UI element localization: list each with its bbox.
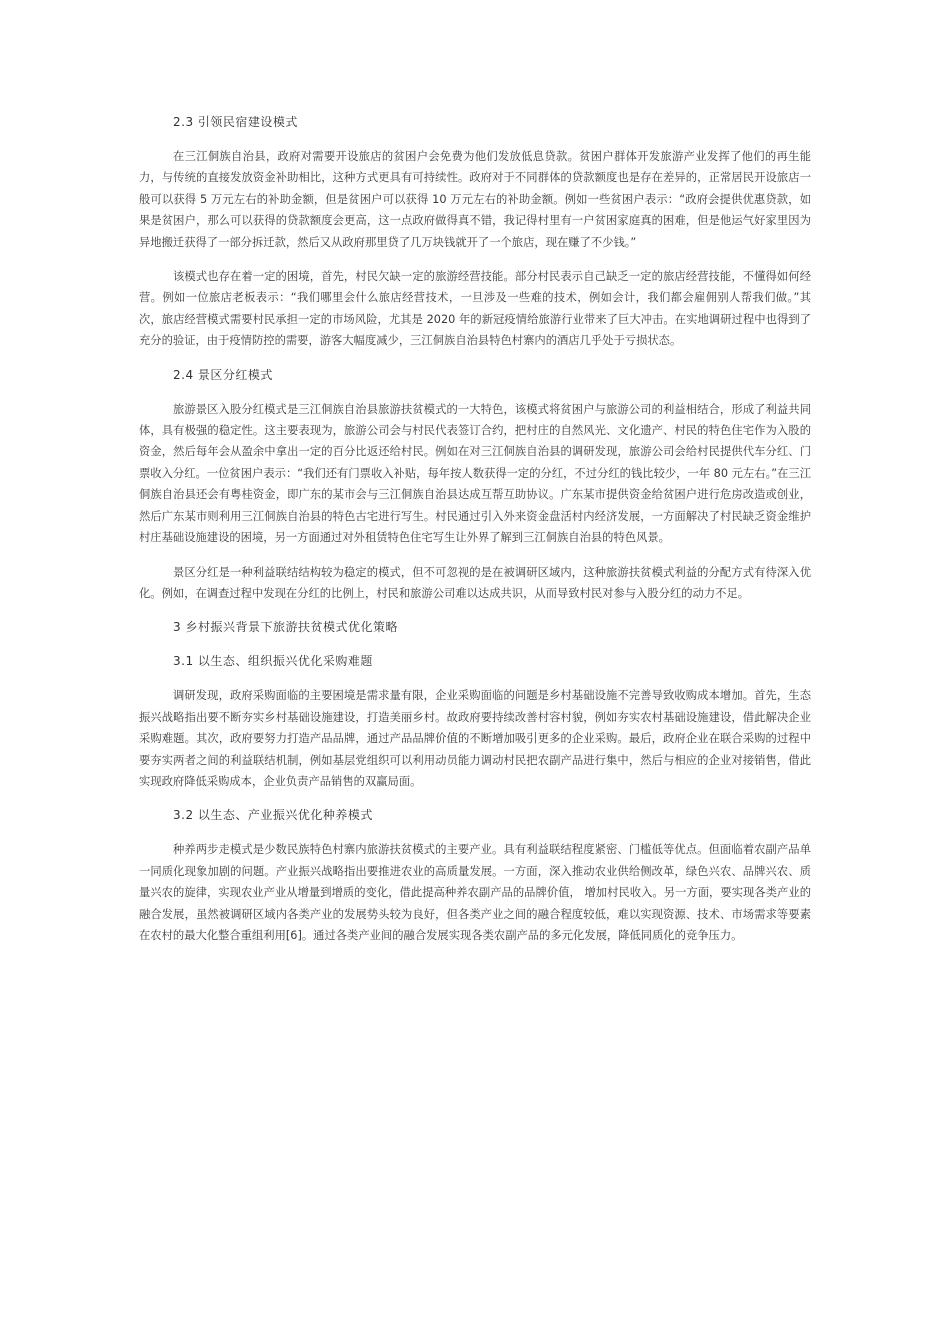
document-page: [139, 112, 811, 959]
section-3-2-paragraph-1: 种养两步走模式是少数民族特色村寨内旅游扶贫模式的主要产业。具有利益联结程度紧密、门槛低等优点。但面临着农副产品单一同质化现象加剧的问题。产业振兴战略指出要推进农业的高质量发展。一方面，深入推动农业供给侧改革，绿色兴农、品牌兴农、质量兴农的旋律，实现农业产业从增量到增质的变化，借此提高种养农副产品的品牌价值， 增加村民收入。另一方面，要实现各类产业的融合发展，虽然被调研区域内各类产业的发展势头较为良好，但各类产业之间的融合程度较低，难以实现资源、技术、市场需求等要素在农村的最大化整合重组利用[6]。通过各类产业间的融合发展实现各类农副产品的多元化发展，降低同质化的竞争压力。: [139, 843, 811, 942]
section-3-2-heading: 3.2 以生态、产业振兴优化种养模式: [173, 808, 373, 823]
section-3-heading: 3 乡村振兴背景下旅游扶贫模式优化策略: [173, 620, 398, 635]
section-2-4-paragraph-1: 旅游景区入股分红模式是三江侗族自治县旅游扶贫模式的一大特色，该模式将贫困户与旅游公司的利益相结合，形成了利益共同体，具有极强的稳定性。这主要表现为，旅游公司会与村民代表签订合约，把村庄的自然风光、文化遗产、村民的特色住宅作为入股的资金，然后每年会从盈余中拿出一定的百分比返还给村民。例如在对三江侗族自治县的调研发现，旅游公司会给村民提供代车分红、门票收入分红。一位贫困户表示：“我们还有门票收入补贴，每年按人数获得一定的分红，不过分红的钱比较少，一年 80 元左右。”在三江侗族自治县还会有粤桂资金，即广东的某市会与三江侗族自治县达成互帮互助协议。广东某市提供资金给贫困户进行危房改造或创业，然后广东某市则利用三江侗族自治县的特色古宅进行写生。村民通过引入外来资金盘活村内经济发展，一方面解决了村民缺乏资金维护村庄基础设施建设的困境，另一方面通过对外租赁特色住宅写生让外界了解到三江侗族自治县的特色风景。: [139, 402, 811, 545]
section-2-4-paragraph-2: 景区分红是一种利益联结结构较为稳定的模式，但不可忽视的是在被调研区域内，这种旅游扶贫模式利益的分配方式有待深入优化。例如，在调查过程中发现在分红的比例上，村民和旅游公司难以达成共识，从而导致村民对参与入股分红的动力不足。: [139, 565, 811, 600]
section-2-3-paragraph-1: 在三江侗族自治县，政府对需要开设旅店的贫困户会免费为他们发放低息贷款。贫困户群体开发旅游产业发挥了他们的再生能力，与传统的直接发放资金补助相比，这种方式更具有可持续性。政府对于不同群体的贷款额度也是存在差异的，正常居民开设旅店一般可以获得 5 万元左右的补助金额，但是贫困户可以获得 10 万元左右的补助金额。例如一些贫困户表示：“政府会提供优惠贷款，如果是贫困户，那么可以获得的贷款额度会更高，这一点政府做得真不错，我记得村里有一户贫困家庭真的困难，但是他运气好家里因为异地搬迁获得了一部分拆迁款，然后又从政府那里贷了几万块钱就开了一个旅店，现在赚了不少钱。”: [139, 150, 811, 249]
section-2-3-paragraph-2: 该模式也存在着一定的困境，首先，村民欠缺一定的旅游经营技能。部分村民表示自己缺乏一定的旅店经营技能，不懂得如何经营。例如一位旅店老板表示：“我们哪里会什么旅店经营技术，一旦涉及一些难的技术，例如会计，我们都会雇佣别人帮我们做。”其次，旅店经营模式需要村民承担一定的市场风险，尤其是 2020 年的新冠疫情给旅游行业带来了巨大冲击。在实地调研过程中也得到了充分的验证，由于疫情防控的需要，游客大幅度减少，三江侗族自治县特色村寨内的酒店几乎处于亏损状态。: [139, 270, 811, 348]
section-3-1-heading: 3.1 以生态、组织振兴优化采购难题: [173, 654, 373, 669]
section-3-1-paragraph-1: 调研发现，政府采购面临的主要困境是需求量有限，企业采购面临的问题是乡村基础设施不完善导致收购成本增加。首先，生态振兴战略指出要不断夯实乡村基础设施建设，打造美丽乡村。故政府要持续改善村容村貌，例如夯实农村基础设施建设，借此解决企业采购难题。其次，政府要努力打造产品品牌，通过产品品牌价值的不断增加吸引更多的企业采购。最后，政府企业在联合采购的过程中要夯实两者之间的利益联结机制，例如基层党组织可以利用动员能力调动村民把农副产品进行集中，然后与相应的企业对接销售，借此实现政府降低采购成本，企业负责产品销售的双赢局面。: [139, 689, 811, 788]
section-2-3-heading: 2.3 引领民宿建设模式: [173, 115, 298, 129]
section-2-4-heading: 2.4 景区分红模式: [173, 367, 273, 382]
